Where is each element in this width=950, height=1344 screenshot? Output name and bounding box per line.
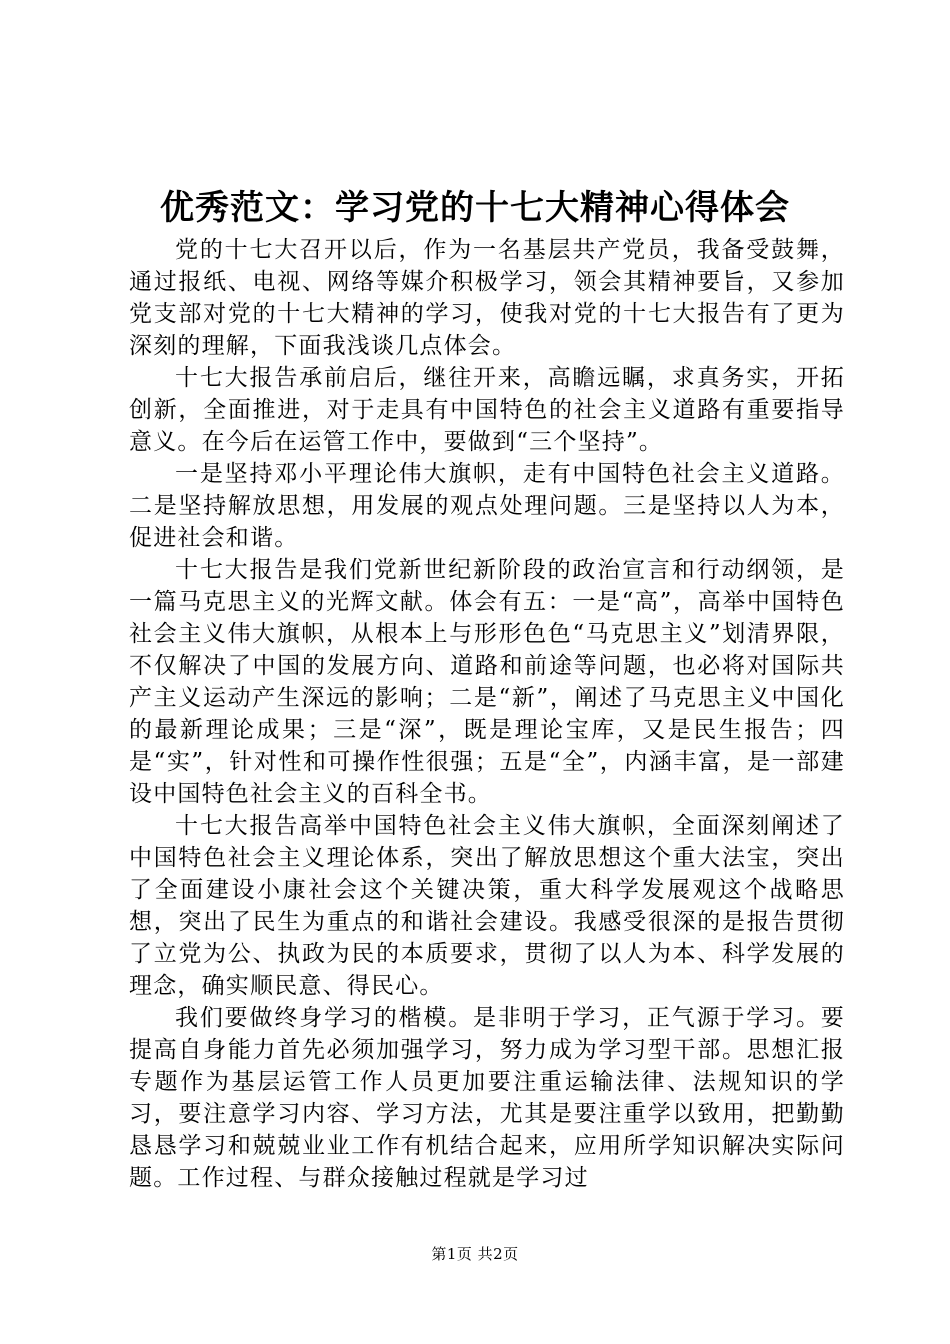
document-title: 优秀范文：学习党的十七大精神心得体会 xyxy=(160,188,790,228)
paragraph: 一是坚持邓小平理论伟大旗帜，走有中国特色社会主义道路。二是坚持解放思想，用发展的观点处理问题。三是坚持以人为本，促进社会和谐。 xyxy=(129,461,845,551)
paragraph: 十七大报告承前启后，继往开来，高瞻远瞩，求真务实，开拓创新，全面推进，对于走具有中国特色的社会主义道路有重要指导意义。在今后在运管工作中，要做到“三个坚持”。 xyxy=(129,365,845,455)
paragraph: 十七大报告高举中国特色社会主义伟大旗帜，全面深刻阐述了中国特色社会主义理论体系，突出了解放思想这个重大法宝，突出了全面建设小康社会这个关键决策，重大科学发展观这个战略思想，突出了民生为重点的和谐社会建设。我感受很深的是报告贯彻了立党为公、执政为民的本质要求，贯彻了以人为本、科学发展的理念，确实顺民意、得民心。 xyxy=(129,813,845,999)
paragraph: 十七大报告是我们党新世纪新阶段的政治宣言和行动纲领，是一篇马克思主义的光辉文献。体会有五：一是“高”，高举中国特色社会主义伟大旗帜，从根本上与形形色色“马克思主义”划清界限，不仅解决了中国的发展方向、道路和前途等问题，也必将对国际共产主义运动产生深远的影响；二是“新”，阐述了马克思主义中国化的最新理论成果；三是“深”，既是理论宝库，又是民生报告；四是“实”，针对性和可操作性很强；五是“全”，内涵丰富，是一部建设中国特色社会主义的百科全书。 xyxy=(129,557,845,807)
paragraph: 党的十七大召开以后，作为一名基层共产党员，我备受鼓舞，通过报纸、电视、网络等媒介积极学习，领会其精神要旨，又参加党支部对党的十七大精神的学习，使我对党的十七大报告有了更为深刻的理解，下面我浅谈几点体会。 xyxy=(129,237,845,359)
paragraph: 我们要做终身学习的楷模。是非明于学习，正气源于学习。要提高自身能力首先必须加强学习，努力成为学习型干部。思想汇报专题作为基层运管工作人员更加要注重运输法律、法规知识的学习，要注意学习内容、学习方法，尤其是要注重学以致用，把勤勤恳恳学习和兢兢业业工作有机结合起来，应用所学知识解决实际问题。工作过程、与群众接触过程就是学习过 xyxy=(129,1005,845,1191)
document-body xyxy=(129,234,845,1194)
page-number-footer: 第1页 共2页 xyxy=(431,1245,519,1263)
